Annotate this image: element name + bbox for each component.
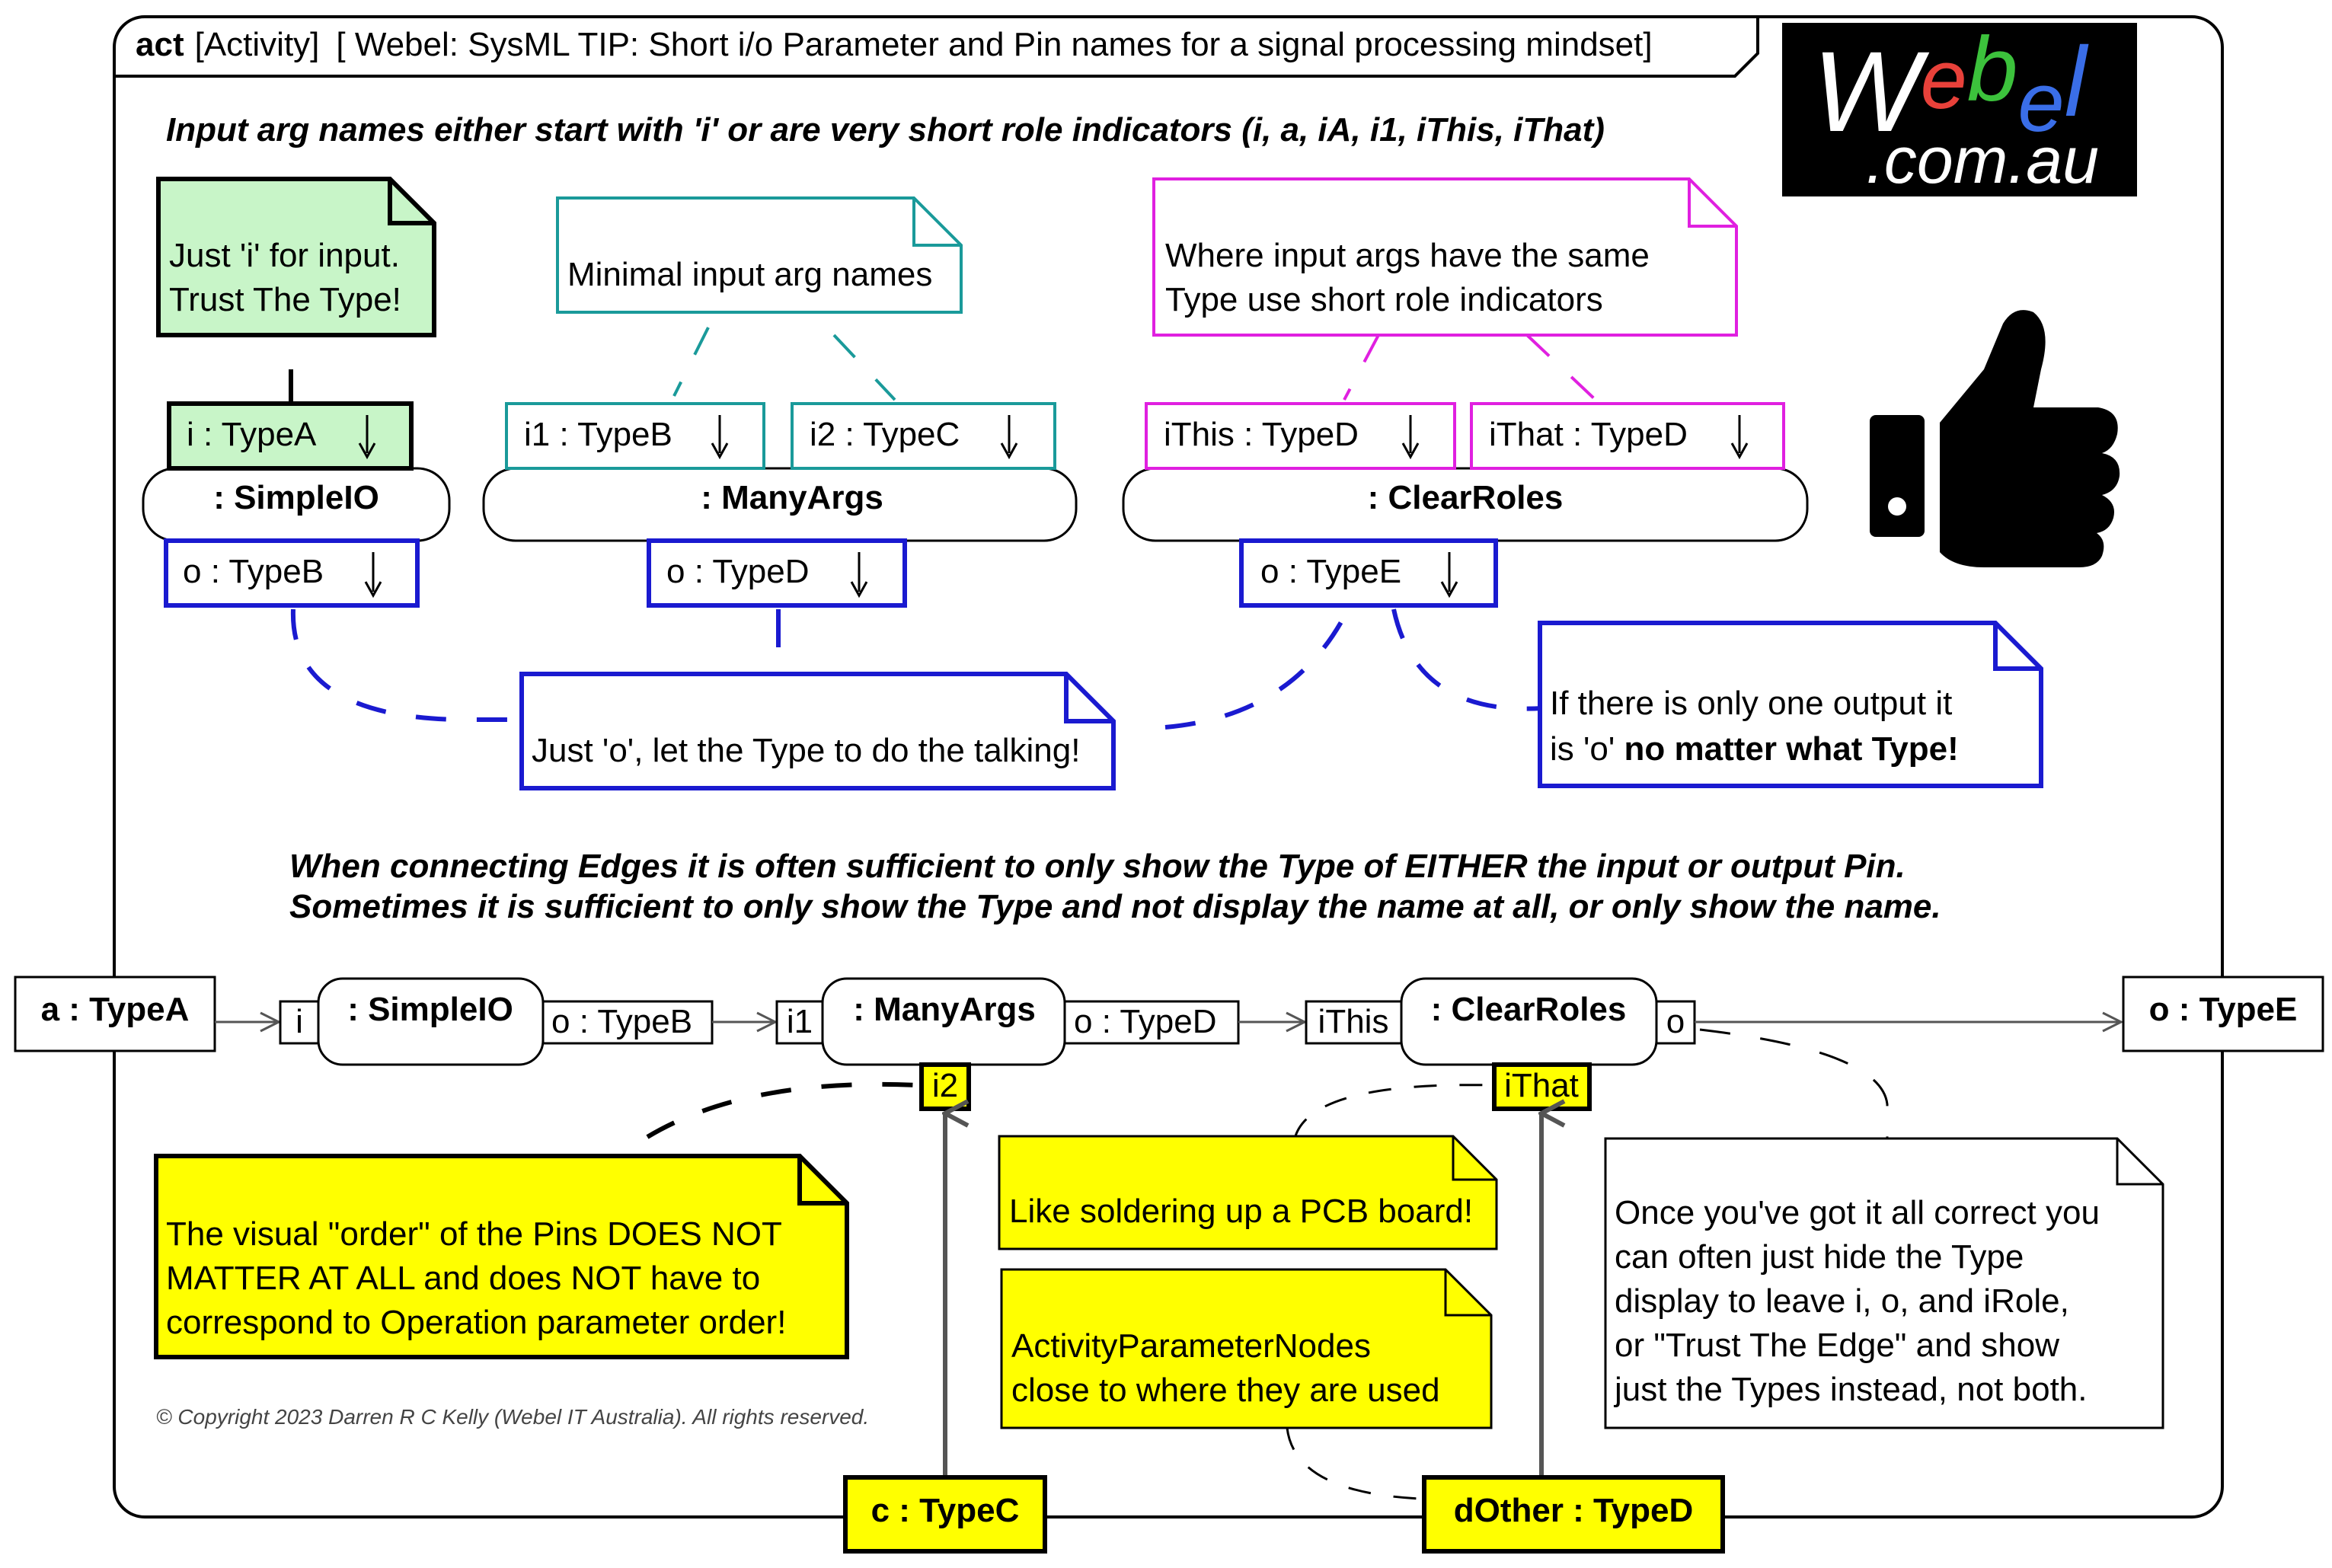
pin-flow-i2-label: i2 <box>931 1067 959 1104</box>
frame-kind: act <box>136 26 184 63</box>
pin-flow-i-label: i <box>295 1003 303 1040</box>
anchor-apn <box>1287 1428 1420 1499</box>
svg-text:Once you've got it all correct: Once you've got it all correct you can often just hide the Type display to leave i, o, and iRole, or "Trust The Edge" and show just the Types instead, not both. <box>1615 1194 2100 1408</box>
logo-w: W <box>1813 27 1921 155</box>
note-only-one <box>1540 623 2041 786</box>
anchor-roles-2 <box>1527 335 1596 400</box>
pin-clear-in1-label: iThis : TypeD <box>1164 416 1359 453</box>
svg-text:The visual "order" of the Pins: The visual "order" of the Pins DOES NOT MATTER AT ALL and does NOT have to correspond to Operation parameter order! <box>166 1215 787 1341</box>
pin-flow-o-label: o <box>1666 1003 1685 1040</box>
anchor-just-o-3 <box>1165 609 1348 727</box>
logo-e1: e <box>1920 33 1967 126</box>
action-manyargs-top-label: : ManyArgs <box>701 479 883 516</box>
anchor-minimal-1 <box>674 327 708 396</box>
action-manyargs-label: : ManyArgs <box>853 991 1036 1028</box>
pin-many-in1-label: i1 : TypeB <box>524 416 672 453</box>
pin-simple-out-label: o : TypeB <box>183 553 324 590</box>
pin-flow-o-d-label: o : TypeD <box>1074 1003 1217 1040</box>
heading-mid-2: Sometimes it is sufficient to only show the Type and not display the name at all, or only show the name. <box>289 888 1941 925</box>
pin-many-out-label: o : TypeD <box>666 553 810 590</box>
action-clearroles-label: : ClearRoles <box>1430 991 1627 1028</box>
note-minimal <box>557 198 961 312</box>
anchor-hide <box>1700 1030 1887 1138</box>
param-a-label: a : TypeA <box>40 991 190 1028</box>
svg-text:is 'o' no matter what Type!: is 'o' no matter what Type! <box>1550 730 1959 768</box>
note-just-o <box>522 674 1113 788</box>
pin-many-in2-label: i2 : TypeC <box>810 416 960 453</box>
pin-flow-o-b-label: o : TypeB <box>551 1003 693 1040</box>
action-clearroles-top-label: : ClearRoles <box>1367 479 1564 516</box>
svg-text:Minimal input arg names: Minimal input arg names <box>567 256 933 293</box>
action-simpleio-label: : SimpleIO <box>347 991 513 1028</box>
anchor-just-o-1 <box>293 609 518 720</box>
pin-flow-ithat-label: iThat <box>1504 1067 1579 1104</box>
svg-text:Just 'o', let the Type to do t: Just 'o', let the Type to do the talking! <box>532 732 1081 769</box>
svg-text:If there is only one output it: If there is only one output it <box>1550 685 1953 722</box>
anchor-only-one <box>1394 609 1542 709</box>
logo-b: b <box>1966 18 2018 120</box>
logo-l: l <box>2064 26 2087 137</box>
anchor-pcb <box>1295 1085 1493 1138</box>
svg-text:Just 'i' for input.Trust The T: Just 'i' for input. Trust The Type! <box>169 237 401 318</box>
note-roles <box>1154 179 1736 335</box>
heading-mid-1: When connecting Edges it is often sufficient to only show the Type of EITHER the input or output Pin. <box>289 848 1906 885</box>
note-just-i <box>158 179 434 335</box>
note-apn <box>1001 1269 1491 1428</box>
heading-top: Input arg names either start with 'i' or are very short role indicators (i, a, iA, i1, iThis, iThat) <box>166 111 1605 148</box>
param-c-label: c : TypeC <box>871 1492 1020 1529</box>
svg-text:ActivityParameterNodesclose to: ActivityParameterNodes close to where they are used <box>1011 1327 1440 1409</box>
note-hide <box>1605 1138 2163 1428</box>
pin-simple-in-label: i : TypeA <box>187 416 317 453</box>
anchor-roles-1 <box>1344 335 1378 400</box>
frame-name: [ Webel: SysML TIP: Short i/o Parameter and Pin names for a signal processing mindset] <box>336 26 1653 63</box>
pin-flow-ithis-label: iThis <box>1318 1003 1389 1040</box>
action-simpleio-top-label: : SimpleIO <box>213 479 379 516</box>
pin-clear-out-label: o : TypeE <box>1260 553 1402 590</box>
anchor-order <box>647 1084 918 1137</box>
pin-flow-i1-label: i1 <box>786 1003 813 1040</box>
logo-e2: e <box>2017 56 2065 149</box>
copyright: © Copyright 2023 Darren R C Kelly (Webel IT Australia). All rights reserved. <box>156 1405 870 1429</box>
anchor-minimal-2 <box>834 335 895 400</box>
note-pcb <box>999 1136 1497 1249</box>
thumbs-up-icon <box>1870 310 2120 567</box>
webel-logo <box>1782 18 2137 197</box>
svg-text:Like soldering up a PCB board!: Like soldering up a PCB board! <box>1009 1193 1474 1230</box>
frame-label: [Activity] <box>194 26 320 63</box>
frame-header <box>136 26 1653 63</box>
logo-domain: .com.au <box>1866 124 2099 197</box>
note-order <box>156 1156 847 1357</box>
pin-clear-in2-label: iThat : TypeD <box>1489 416 1688 453</box>
param-o-label: o : TypeE <box>2148 991 2298 1028</box>
svg-text:Where input args have the same: Where input args have the same Type use short role indicators <box>1165 237 1650 318</box>
param-dother-label: dOther : TypeD <box>1453 1492 1694 1529</box>
